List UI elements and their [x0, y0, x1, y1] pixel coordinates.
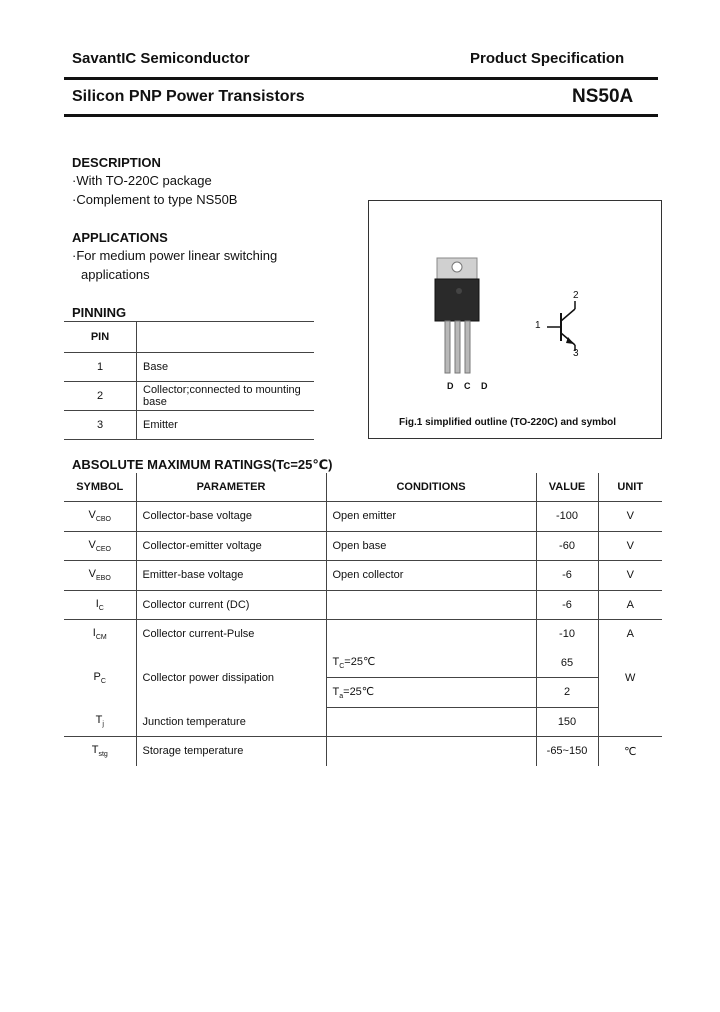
symbol-cell: $T_j$ [64, 707, 136, 737]
part-number: NS50A [572, 86, 634, 107]
conditions-cell: $T_C=25℃$ [326, 649, 536, 678]
table-row [64, 707, 662, 737]
table-row [64, 502, 662, 532]
conditions-cell [326, 590, 536, 620]
ratings-heading: ABSOLUTE MAXIMUM RATINGS(Tc=25℃) [72, 457, 333, 472]
value-cell: 150 [536, 707, 598, 737]
pinning-table [64, 321, 314, 440]
parameter-cell: Emitter-base voltage [136, 561, 326, 591]
description-line: ·With TO-220C package [72, 173, 212, 188]
parameter-cell: Collector power dissipation [136, 649, 326, 708]
parameter-cell: Collector-emitter voltage [136, 531, 326, 561]
ratings-header-row [64, 473, 662, 502]
unit-cell: A [598, 590, 662, 620]
value-cell: -6 [536, 561, 598, 591]
unit-cell: A [598, 620, 662, 649]
conditions-column-header: CONDITIONS [326, 473, 536, 502]
pin-number: 1 [64, 353, 137, 382]
symbol-cell: $I_{CM}$ [64, 620, 136, 649]
header-rule [64, 77, 658, 80]
value-cell: -100 [536, 502, 598, 532]
pin-number: 3 [64, 411, 137, 440]
conditions-cell: $T_a=25℃$ [326, 678, 536, 708]
to220-package-drawing [369, 201, 661, 438]
package-pin-letters: D C D [447, 381, 492, 391]
symbol-pin-2: 2 [573, 290, 579, 301]
pin-description: Base [137, 353, 315, 382]
value-cell: 65 [536, 649, 598, 678]
parameter-cell: Collector current-Pulse [136, 620, 326, 649]
value-cell: -10 [536, 620, 598, 649]
parameter-cell: Junction temperature [136, 707, 326, 737]
table-row [64, 353, 314, 382]
applications-line: ·For medium power linear switching [72, 248, 278, 263]
symbol-cell: $I_C$ [64, 590, 136, 620]
unit-cell: V [598, 502, 662, 532]
figure-box [368, 200, 662, 439]
symbol-cell: $T_{stg}$ [64, 737, 136, 766]
figure-caption: Fig.1 simplified outline (TO-220C) and symbol [399, 417, 617, 428]
table-row [64, 561, 662, 591]
symbol-pin-1: 1 [535, 320, 541, 331]
table-row [64, 590, 662, 620]
pin-column-header: PIN [64, 322, 137, 353]
applications-line: applications [81, 267, 150, 282]
symbol-pin-3: 3 [573, 348, 579, 359]
description-line: ·Complement to type NS50B [72, 192, 238, 207]
conditions-cell [326, 707, 536, 737]
pin-description: Collector;connected to mounting base [137, 382, 315, 411]
unit-column-header: UNIT [617, 481, 644, 493]
applications-heading: APPLICATIONS [72, 230, 168, 245]
company-name: SavantIC Semiconductor [72, 50, 250, 67]
value-cell: -60 [536, 531, 598, 561]
conditions-cell: Open collector [326, 561, 536, 591]
table-row [64, 620, 662, 649]
unit-cell: V [598, 531, 662, 561]
parameter-cell: Collector-base voltage [136, 502, 326, 532]
symbol-cell: $V_{EBO}$ [64, 561, 136, 591]
parameter-cell: Storage temperature [136, 737, 326, 766]
pinning-heading: PINNING [72, 305, 127, 320]
symbol-cell: $V_{CEO}$ [64, 531, 136, 561]
document-type: Product Specification [470, 50, 625, 67]
unit-cell: W [625, 671, 636, 684]
value-cell: -6 [536, 590, 598, 620]
title-rule [64, 114, 658, 117]
conditions-cell: Open emitter [326, 502, 536, 532]
conditions-cell: Open base [326, 531, 536, 561]
unit-cell: V [598, 561, 662, 591]
table-row [64, 649, 662, 678]
table-row [64, 737, 662, 766]
value-cell: 2 [536, 678, 598, 708]
description-heading: DESCRIPTION [72, 155, 161, 170]
conditions-cell [326, 620, 536, 649]
unit-cell [598, 707, 662, 737]
parameter-column-header: PARAMETER [136, 473, 326, 502]
conditions-cell [326, 737, 536, 766]
parameter-cell: Collector current (DC) [136, 590, 326, 620]
pinning-header-row [64, 322, 314, 353]
table-row [64, 382, 314, 411]
pin-number: 2 [64, 382, 137, 411]
symbol-column-header: SYMBOL [64, 473, 136, 502]
table-row [64, 411, 314, 440]
description-column-header [137, 322, 315, 353]
symbol-cell: $V_{CBO}$ [64, 502, 136, 532]
table-row [64, 531, 662, 561]
value-column-header: VALUE [536, 473, 598, 502]
value-cell: -65~150 [536, 737, 598, 766]
pin-description: Emitter [137, 411, 315, 440]
product-subtitle: Silicon PNP Power Transistors [72, 88, 305, 105]
unit-cell: ℃ [598, 737, 662, 766]
ratings-table [64, 473, 662, 766]
symbol-cell: $P_C$ [64, 649, 136, 708]
